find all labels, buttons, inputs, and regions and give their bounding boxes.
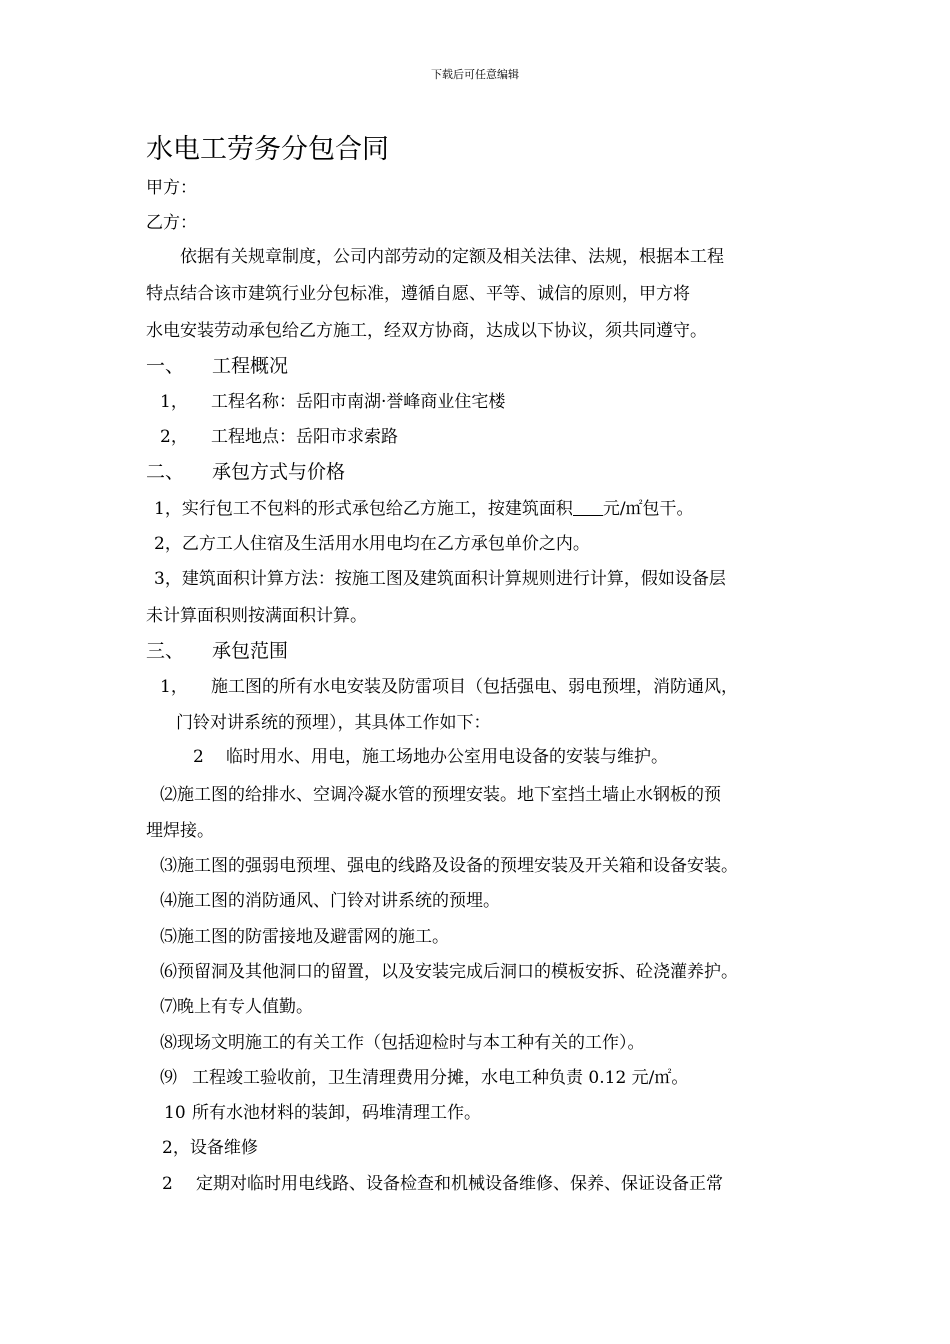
s3-item-10-number: 10: [164, 1103, 186, 1123]
s1-item-1-number: 1，: [160, 392, 188, 412]
intro-line-2: 特点结合该市建筑行业分包标准，遵循自愿、平等、诚信的原则，甲方将: [146, 284, 690, 304]
party-a-label: 甲方：: [146, 178, 197, 198]
s1-item-1-text: 工程名称：岳阳市南湖·誉峰商业住宅楼: [211, 392, 506, 412]
document-title: 水电工劳务分包合同: [146, 134, 389, 165]
s3-subsection-2: 2，设备维修: [162, 1138, 258, 1158]
s3-item-2-line-2: 埋焊接。: [146, 821, 214, 841]
s3-item-a-number: 2: [193, 747, 204, 767]
s2-line-4: 未计算面积则按满面积计算。: [146, 606, 367, 626]
s1-item-2-number: 2，: [160, 427, 188, 447]
s1-item-2-text: 工程地点：岳阳市求索路: [211, 427, 398, 447]
party-b-label: 乙方：: [146, 213, 197, 233]
s2-line-1: [154, 498, 694, 520]
intro-line-3: 水电安装劳动承包给乙方施工，经双方协商，达成以下协议，须共同遵守。: [146, 321, 707, 341]
page-header: 下载后可任意编辑: [431, 68, 519, 81]
section-3-heading: [146, 640, 288, 662]
section-2-heading: [146, 461, 345, 483]
s3-item-10-text: 所有水池材料的装卸，码堆清理工作。: [192, 1103, 481, 1123]
s3-item-9-text: 工程竣工验收前，卫生清理费用分摊，水电工种负责 0.12 元/㎡。: [192, 1068, 689, 1088]
s3-para-1-number: 1，: [160, 677, 188, 697]
s2-line-1-text: 1，实行包工不包料的形式承包给乙方施工，按建筑面积: [154, 499, 573, 519]
s3-item-3: ⑶施工图的强弱电预埋、强电的线路及设备的预埋安装及开关箱和设备安装。: [160, 856, 738, 876]
s3-para-1-continued: 门铃对讲系统的预埋），其具体工作如下：: [176, 713, 491, 733]
s3-item-b-number: 2: [162, 1174, 173, 1194]
intro-line-1: 依据有关规章制度，公司内部劳动的定额及相关法律、法规，根据本工程: [180, 247, 724, 267]
s3-item-2-line-1: ⑵施工图的给排水、空调冷凝水管的预埋安装。地下室挡土墙止水钢板的预: [160, 785, 721, 805]
price-blank: [573, 499, 603, 516]
s3-item-7: ⑺晚上有专人值勤。: [160, 997, 313, 1017]
s3-item-b-text: 定期对临时用电线路、设备检查和机械设备维修、保养、保证设备正常: [196, 1174, 723, 1194]
s3-item-4: ⑷施工图的消防通风、门铃对讲系统的预埋。: [160, 891, 500, 911]
section-3-title: 承包范围: [212, 640, 289, 662]
s2-line-3: 3，建筑面积计算方法：按施工图及建筑面积计算规则进行计算，假如设备层: [154, 569, 726, 589]
section-1-heading: [146, 355, 288, 377]
section-1-number: 一、: [146, 355, 185, 377]
s3-item-6: ⑹预留洞及其他洞口的留置，以及安装完成后洞口的模板安拆、砼浇灌养护。: [160, 962, 738, 982]
s3-para-1-text: 施工图的所有水电安装及防雷项目（包括强电、弱电预埋，消防通风，: [211, 677, 738, 697]
s2-line-2: 2，乙方工人住宿及生活用水用电均在乙方承包单价之内。: [154, 534, 590, 554]
section-1-title: 工程概况: [212, 355, 289, 377]
section-3-number: 三、: [146, 640, 185, 662]
section-2-number: 二、: [146, 461, 185, 483]
s2-line-1-unit: 元/㎡包干。: [602, 499, 694, 519]
section-2-title: 承包方式与价格: [212, 461, 346, 483]
s3-item-a-text: 临时用水、用电，施工场地办公室用电设备的安装与维护。: [226, 747, 668, 767]
s3-item-8: ⑻现场文明施工的有关工作（包括迎检时与本工种有关的工作）。: [160, 1033, 645, 1053]
s3-item-9-number: ⑼: [160, 1068, 177, 1088]
s3-item-5: ⑸施工图的防雷接地及避雷网的施工。: [160, 927, 449, 947]
